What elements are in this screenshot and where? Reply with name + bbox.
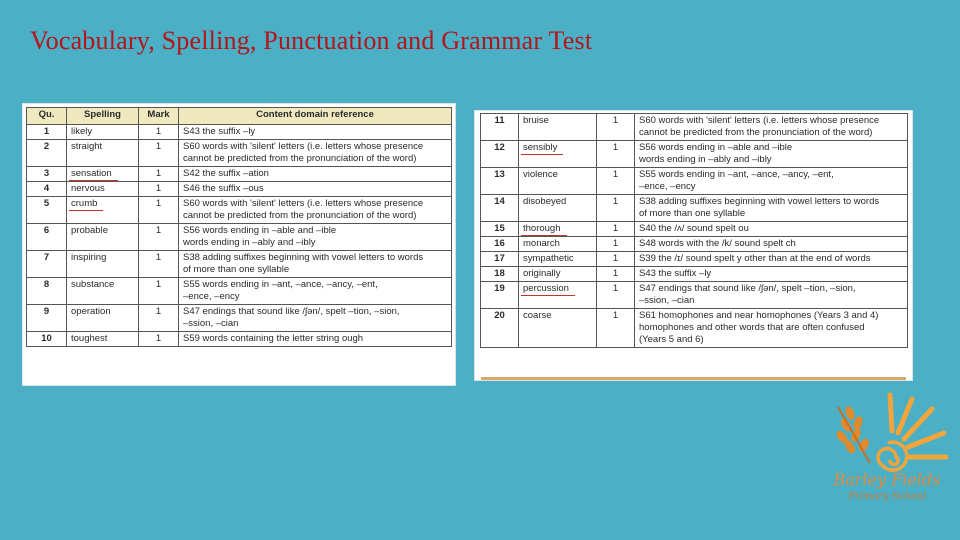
reference-line: S60 words with 'silent' letters (i.e. letters whose presence xyxy=(183,198,424,209)
question-number: 4 xyxy=(27,182,67,197)
table-row xyxy=(481,237,908,252)
spelling-word: toughest xyxy=(71,333,108,344)
spelling-cell xyxy=(519,237,597,252)
reference-line: S47 endings that sound like /ʃən/, spelt –tion, –sion, xyxy=(183,306,400,317)
table-row xyxy=(27,125,452,140)
content-domain-reference xyxy=(635,222,908,237)
spelling-cell xyxy=(519,141,597,168)
content-domain-reference xyxy=(635,282,908,309)
reference-line: cannot be predicted from the pronunciation of the word) xyxy=(183,210,417,221)
question-number: 11 xyxy=(481,114,519,141)
spelling-word: monarch xyxy=(523,238,560,249)
mark-value: 1 xyxy=(597,309,635,348)
table-row xyxy=(481,195,908,222)
spelling-cell xyxy=(67,125,139,140)
mark-value: 1 xyxy=(139,278,179,305)
table-row xyxy=(27,224,452,251)
table-row xyxy=(27,278,452,305)
spelling-cell xyxy=(67,332,139,347)
spelling-cell xyxy=(67,140,139,167)
reference-line: S39 the /ɪ/ sound spelt y other than at the end of words xyxy=(639,253,871,264)
reference-line: S42 the suffix –ation xyxy=(183,168,269,179)
question-number: 1 xyxy=(27,125,67,140)
reference-line: words ending in –ably and –ibly xyxy=(183,237,316,248)
table-row xyxy=(27,197,452,224)
content-domain-reference xyxy=(635,267,908,282)
header-spelling: Spelling xyxy=(67,108,139,125)
table-row xyxy=(27,167,452,182)
spelling-word: bruise xyxy=(523,115,549,126)
spelling-table-panel-right xyxy=(474,110,913,381)
spelling-cell xyxy=(519,222,597,237)
reference-line: S60 words with 'silent' letters (i.e. letters whose presence xyxy=(639,115,880,126)
spelling-word: likely xyxy=(71,126,93,137)
mark-value: 1 xyxy=(597,195,635,222)
table-header-row xyxy=(27,108,452,125)
spelling-word: probable xyxy=(71,225,108,236)
reference-line: S43 the suffix –ly xyxy=(183,126,256,137)
reference-line: –ssion, –cian xyxy=(183,318,239,329)
reference-line: S56 words ending in –able and –ible xyxy=(639,142,793,153)
spelling-cell xyxy=(519,195,597,222)
reference-line: S38 adding suffixes beginning with vowel letters to words xyxy=(639,196,880,207)
table-row xyxy=(481,267,908,282)
header-mark: Mark xyxy=(139,108,179,125)
panel-bottom-strip xyxy=(481,377,906,380)
content-domain-reference xyxy=(179,182,452,197)
question-number: 16 xyxy=(481,237,519,252)
reference-line: S60 words with 'silent' letters (i.e. letters whose presence xyxy=(183,141,424,152)
mark-value: 1 xyxy=(597,222,635,237)
table-row xyxy=(27,305,452,332)
spelling-word: thorough xyxy=(523,223,561,234)
content-domain-reference xyxy=(635,114,908,141)
mark-value: 1 xyxy=(139,305,179,332)
spelling-cell xyxy=(519,252,597,267)
content-domain-reference xyxy=(179,278,452,305)
mark-value: 1 xyxy=(597,114,635,141)
content-domain-reference xyxy=(635,252,908,267)
content-domain-reference xyxy=(635,195,908,222)
content-domain-reference xyxy=(179,140,452,167)
reference-line: S43 the suffix –ly xyxy=(639,268,712,279)
spelling-cell xyxy=(519,282,597,309)
table-row xyxy=(481,252,908,267)
reference-line: S56 words ending in –able and –ible xyxy=(183,225,337,236)
question-number: 10 xyxy=(27,332,67,347)
reference-line: (Years 5 and 6) xyxy=(639,334,704,345)
mark-value: 1 xyxy=(139,224,179,251)
header-qu: Qu. xyxy=(27,108,67,125)
table-row xyxy=(27,140,452,167)
table-row xyxy=(481,168,908,195)
spelling-cell xyxy=(519,168,597,195)
question-number: 15 xyxy=(481,222,519,237)
spelling-word: crumb xyxy=(71,198,98,209)
question-number: 9 xyxy=(27,305,67,332)
question-number: 3 xyxy=(27,167,67,182)
question-number: 14 xyxy=(481,195,519,222)
spelling-word: substance xyxy=(71,279,115,290)
spelling-table-left xyxy=(26,107,452,347)
table-row xyxy=(481,141,908,168)
mark-value: 1 xyxy=(597,252,635,267)
content-domain-reference xyxy=(179,305,452,332)
spelling-cell xyxy=(67,278,139,305)
question-number: 5 xyxy=(27,197,67,224)
spelling-cell xyxy=(67,251,139,278)
spelling-cell xyxy=(519,267,597,282)
content-domain-reference xyxy=(635,309,908,348)
spelling-word: originally xyxy=(523,268,561,279)
question-number: 17 xyxy=(481,252,519,267)
reference-line: S55 words ending in –ant, –ance, –ancy, –ent, xyxy=(639,169,834,180)
spelling-cell xyxy=(67,167,139,182)
mark-value: 1 xyxy=(597,141,635,168)
table-row xyxy=(27,332,452,347)
question-number: 19 xyxy=(481,282,519,309)
mark-value: 1 xyxy=(139,125,179,140)
reference-line: S48 words with the /k/ sound spelt ch xyxy=(639,238,796,249)
spelling-word: percussion xyxy=(523,283,569,294)
spelling-table-right xyxy=(480,113,908,348)
spelling-cell xyxy=(519,114,597,141)
reference-line: S59 words containing the letter string ough xyxy=(183,333,364,344)
reference-line: of more than one syllable xyxy=(639,208,746,219)
reference-line: S47 endings that sound like /ʃən/, spelt –tion, –sion, xyxy=(639,283,856,294)
reference-line: –ence, –ency xyxy=(639,181,696,192)
question-number: 18 xyxy=(481,267,519,282)
slide-title: Vocabulary, Spelling, Punctuation and Grammar Test xyxy=(30,26,593,55)
spelling-cell xyxy=(67,197,139,224)
spelling-word: nervous xyxy=(71,183,105,194)
spelling-word: inspiring xyxy=(71,252,107,263)
question-number: 6 xyxy=(27,224,67,251)
table-row xyxy=(481,222,908,237)
spelling-word: disobeyed xyxy=(523,196,567,207)
header-content-domain: Content domain reference xyxy=(179,108,452,125)
reference-line: words ending in –ably and –ibly xyxy=(639,154,772,165)
mark-value: 1 xyxy=(597,237,635,252)
spelling-cell xyxy=(519,309,597,348)
content-domain-reference xyxy=(635,141,908,168)
spelling-cell xyxy=(67,224,139,251)
spelling-word: straight xyxy=(71,141,103,152)
content-domain-reference xyxy=(179,224,452,251)
spelling-word: coarse xyxy=(523,310,552,321)
reference-line: homophones and other words that are often confused xyxy=(639,322,865,333)
mark-value: 1 xyxy=(139,140,179,167)
spelling-word: sensibly xyxy=(523,142,558,153)
content-domain-reference xyxy=(635,168,908,195)
question-number: 20 xyxy=(481,309,519,348)
reference-line: S40 the /ʌ/ sound spelt ou xyxy=(639,223,749,234)
table-row xyxy=(27,182,452,197)
mark-value: 1 xyxy=(139,167,179,182)
reference-line: cannot be predicted from the pronunciation of the word) xyxy=(183,153,417,164)
reference-line: –ence, –ency xyxy=(183,291,240,302)
question-number: 13 xyxy=(481,168,519,195)
reference-line: S46 the suffix –ous xyxy=(183,183,264,194)
content-domain-reference xyxy=(179,251,452,278)
spelling-word: operation xyxy=(71,306,111,317)
content-domain-reference xyxy=(179,332,452,347)
content-domain-reference xyxy=(179,167,452,182)
reference-line: S61 homophones and near homophones (Years 3 and 4) xyxy=(639,310,879,321)
table-row xyxy=(481,309,908,348)
mark-value: 1 xyxy=(139,332,179,347)
reference-line: of more than one syllable xyxy=(183,264,290,275)
reference-line: S55 words ending in –ant, –ance, –ancy, –ent, xyxy=(183,279,378,290)
mark-value: 1 xyxy=(139,197,179,224)
spelling-table-panel-left xyxy=(22,103,456,386)
spelling-cell xyxy=(67,305,139,332)
spelling-word: violence xyxy=(523,169,558,180)
question-number: 8 xyxy=(27,278,67,305)
table-row xyxy=(481,282,908,309)
mark-value: 1 xyxy=(597,267,635,282)
school-name: Barley Fields xyxy=(833,470,941,489)
content-domain-reference xyxy=(179,125,452,140)
question-number: 7 xyxy=(27,251,67,278)
reference-line: S38 adding suffixes beginning with vowel letters to words xyxy=(183,252,424,263)
question-number: 2 xyxy=(27,140,67,167)
spelling-word: sympathetic xyxy=(523,253,574,264)
question-number: 12 xyxy=(481,141,519,168)
content-domain-reference xyxy=(635,237,908,252)
school-subtitle: Primary School xyxy=(848,491,926,502)
mark-value: 1 xyxy=(139,251,179,278)
reference-line: cannot be predicted from the pronunciation of the word) xyxy=(639,127,873,138)
spelling-word: sensation xyxy=(71,168,112,179)
spelling-cell xyxy=(67,182,139,197)
reference-line: –ssion, –cian xyxy=(639,295,695,306)
table-row xyxy=(481,114,908,141)
mark-value: 1 xyxy=(597,282,635,309)
school-logo-text xyxy=(822,470,952,502)
mark-value: 1 xyxy=(597,168,635,195)
mark-value: 1 xyxy=(139,182,179,197)
table-row xyxy=(27,251,452,278)
content-domain-reference xyxy=(179,197,452,224)
